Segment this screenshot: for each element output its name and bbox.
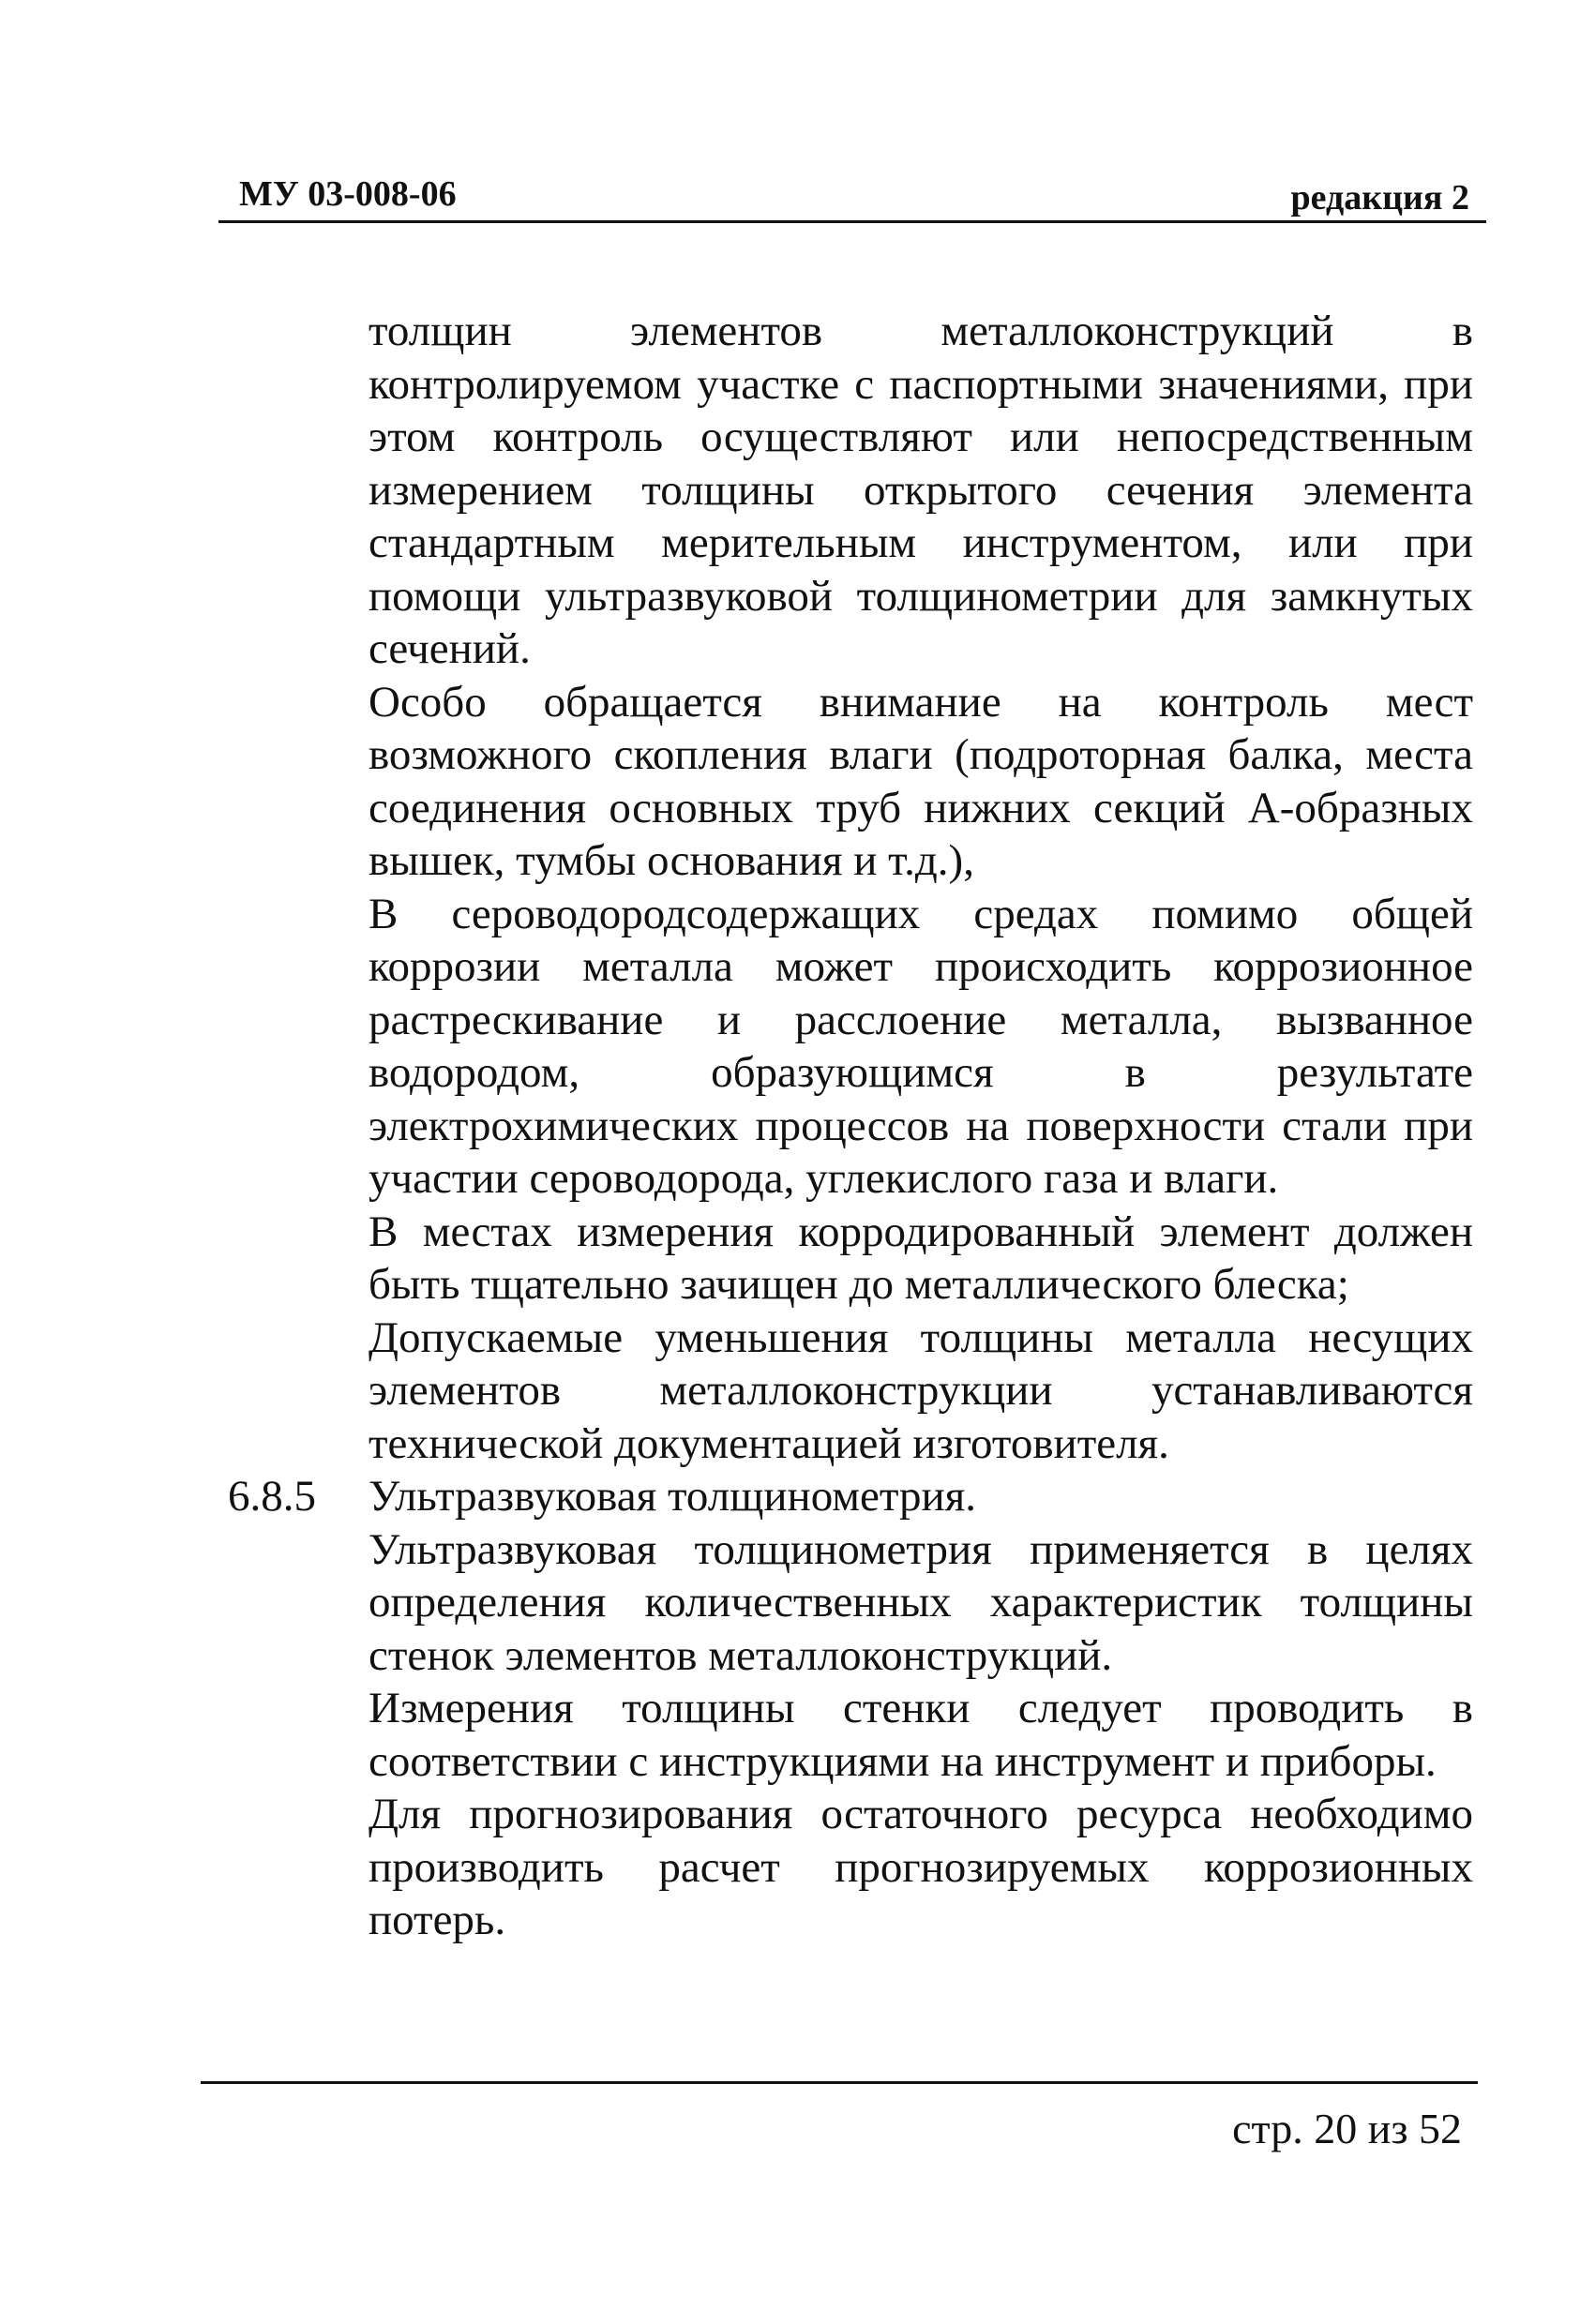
body-paragraph: Измерения толщины стенки следует проводить в соответствии с инструкциями на инструмент и приборы. [369, 1684, 1473, 1786]
page-header [218, 173, 1486, 223]
page-body [0, 305, 1595, 1947]
body-paragraph: Для прогнозирования остаточного ресурса необходимо производить расчет прогнозируемых коррозионных потерь. [369, 1790, 1473, 1944]
section-title: Ультразвуковая толщинометрия. [369, 1472, 977, 1521]
body-paragraph: Допускаемые уменьшения толщины металла несущих элементов металлоконструкции устанавливаются технической документацией изготовителя. [369, 1312, 1473, 1468]
edition-label: редакция 2 [1290, 178, 1469, 217]
page-number: стр. 20 из 52 [1232, 2105, 1462, 2152]
document-code: МУ 03-008-06 [239, 174, 457, 214]
footer-divider [201, 2081, 1478, 2084]
body-paragraph: Ультразвуковая толщинометрия применяется в целях определения количественных характеристик толщины стенок элементов металлоконструкций. [369, 1524, 1473, 1680]
body-paragraph: В местах измерения корродированный элемент должен быть тщательно зачищен до металлического блеска; [369, 1207, 1473, 1309]
body-paragraph: В сероводородсодержащих средах помимо общей коррозии металла может происходить коррозионное растрескивание и расслоение металла, вызванное водородом, образующимся в результате электрохимических процессов на поверхности стали при участии сероводорода, углекислого газа и влаги. [369, 889, 1473, 1203]
body-paragraph: Особо обращается внимание на контроль мест возможного скопления влаги (подроторная балка, места соединения основных труб нижних секций А-образных вышек, тумбы основания и т.д.), [369, 677, 1473, 885]
section-number: 6.8.5 [228, 1472, 316, 1521]
body-paragraph: толщин элементов металлоконструкций в контролируемом участке с паспортными значениями, при этом контроль осуществляют или непосредственным измерением толщины открытого сечения элемента стандартным мерительным инструментом, или при помощи ультразвуковой толщинометрии для замкнутых сечений. [369, 307, 1473, 673]
section-6-8-5 [0, 1470, 1595, 1523]
